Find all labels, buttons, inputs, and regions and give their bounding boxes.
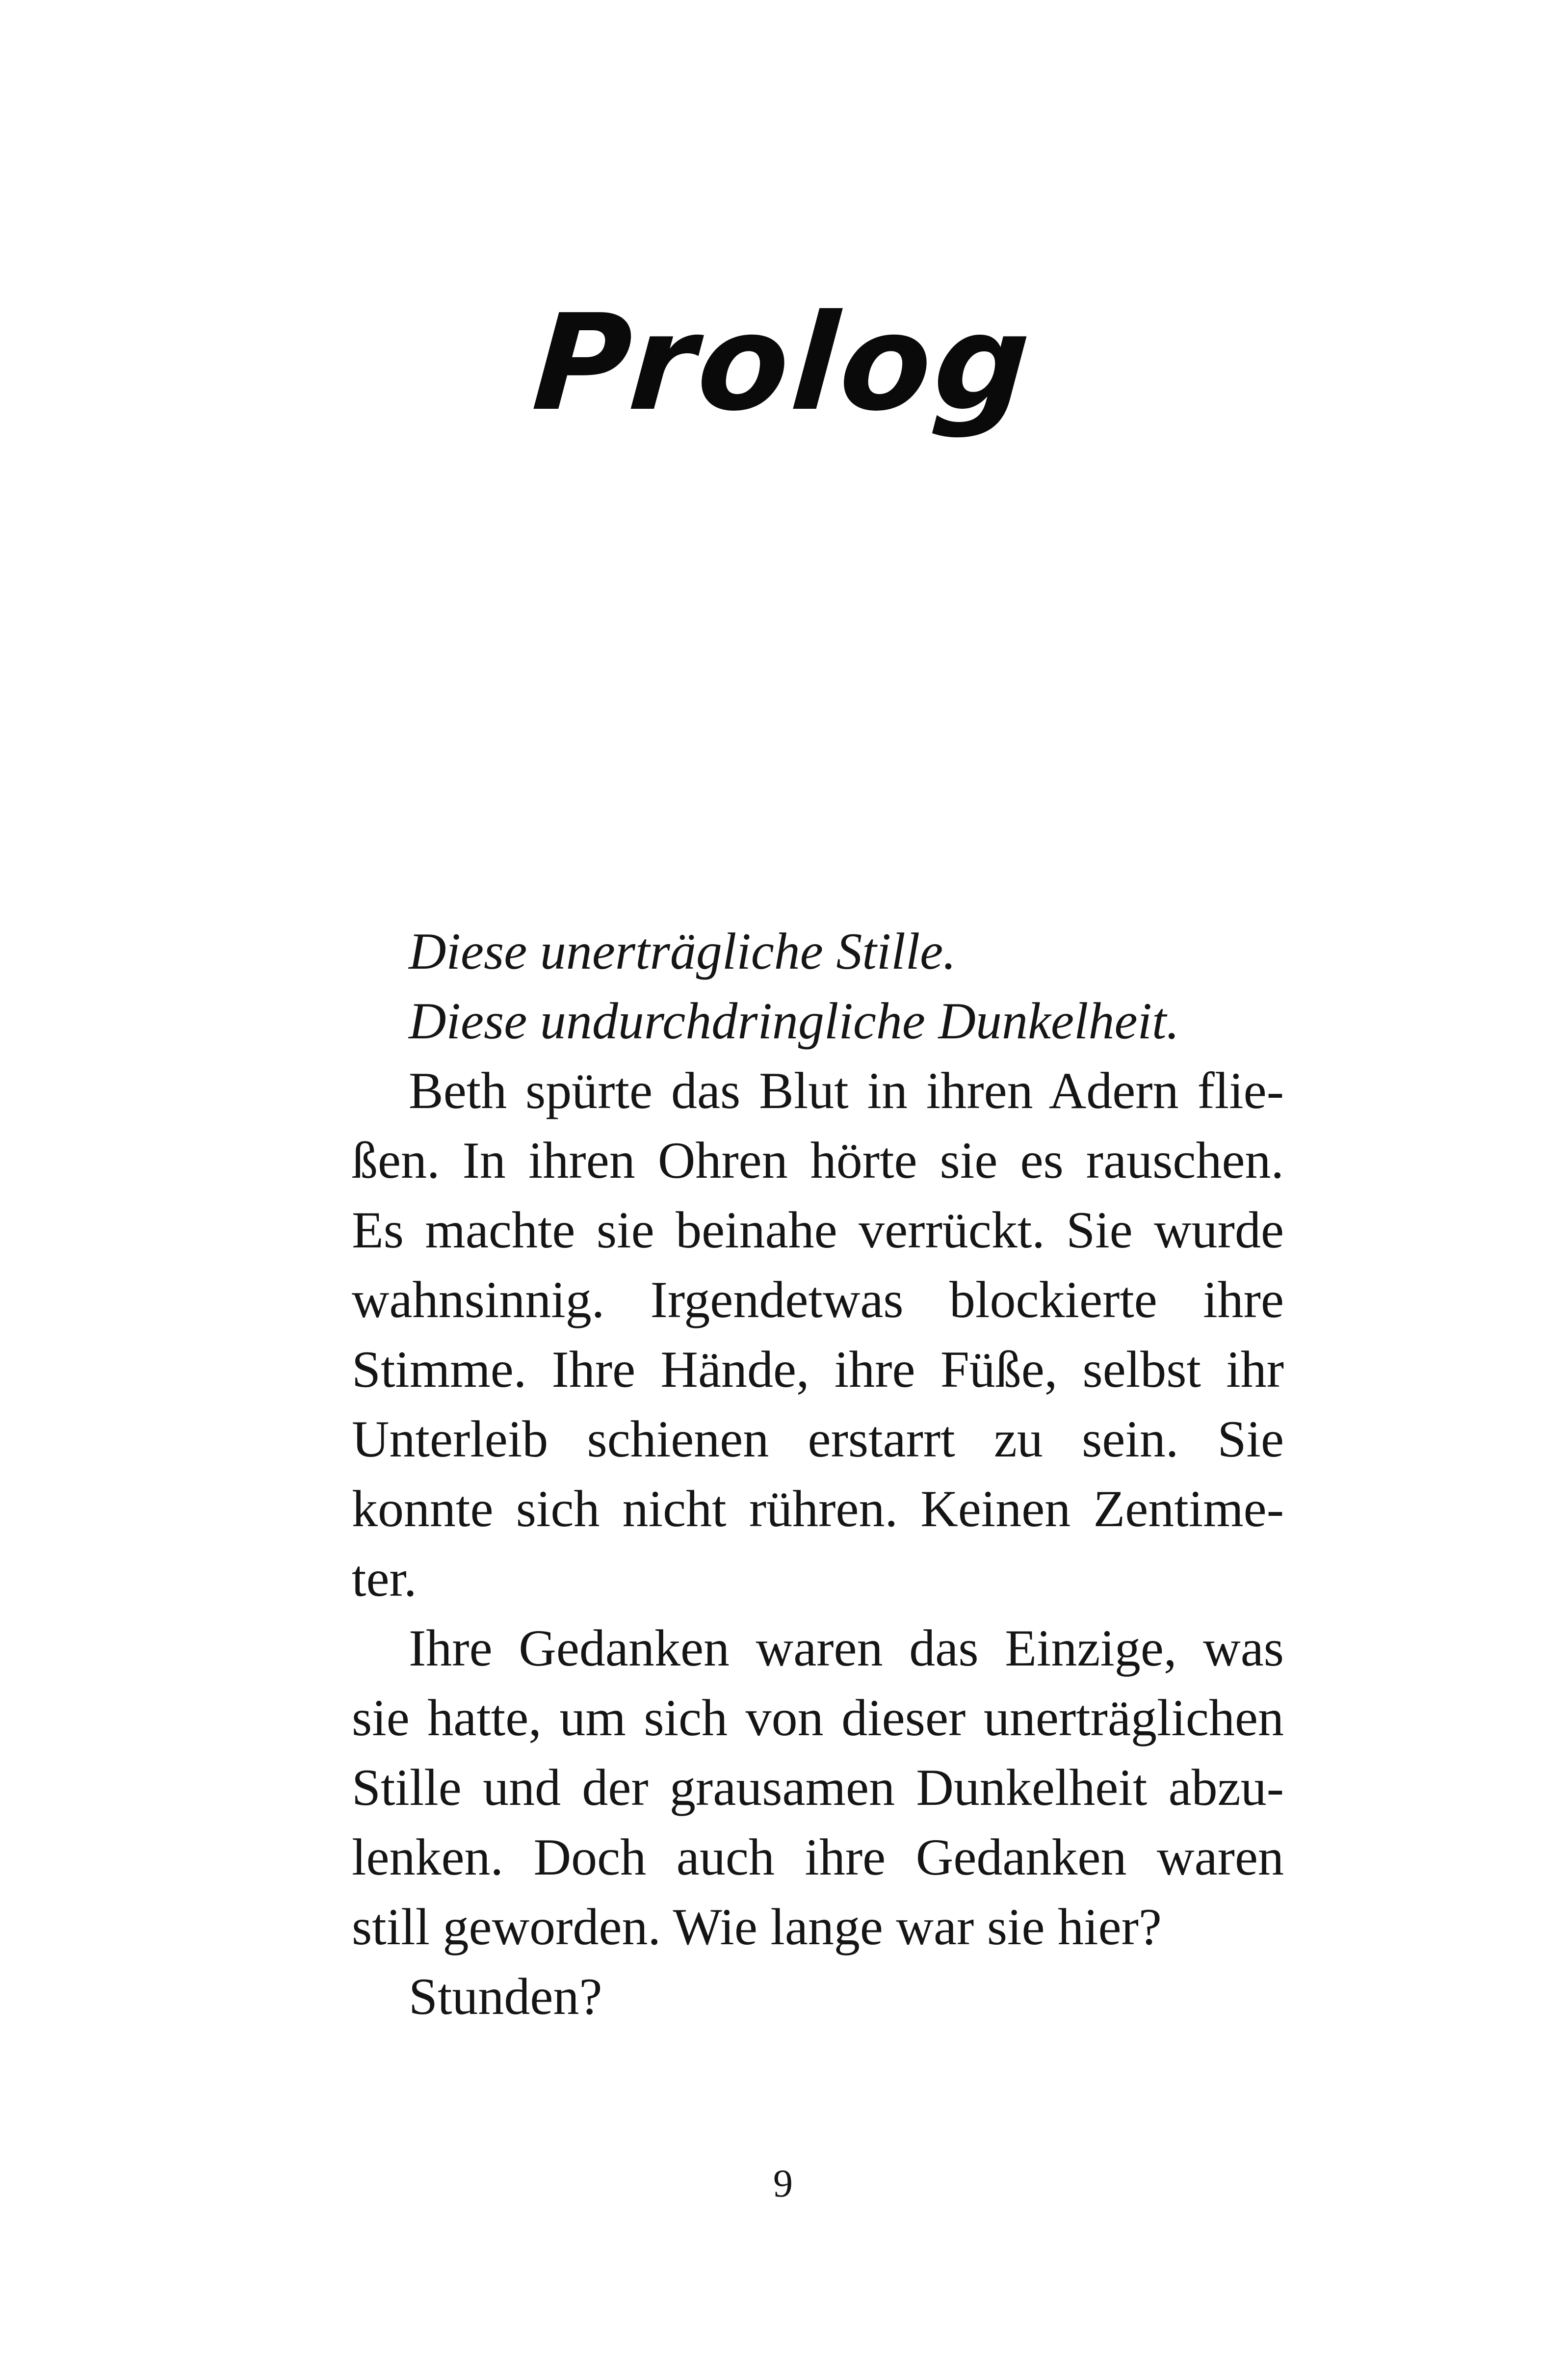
text-line: sie hatte, um sich von dieser unerträglichen [352, 1689, 1284, 1746]
text-line: ter. [352, 1550, 417, 1607]
text-line: Diese undurchdringliche Dunkelheit. [409, 992, 1179, 1050]
text-line: konnte sich nicht rühren. Keinen Zentime- [352, 1480, 1284, 1537]
text-line: lenken. Doch auch ihre Gedanken waren [352, 1828, 1284, 1886]
chapter-title: Prolog [528, 286, 1038, 440]
text-line: wahnsinnig. Irgendetwas blockierte ihre [352, 1271, 1284, 1328]
text-line: Stunden? [409, 1968, 602, 2025]
text-line: ßen. In ihren Ohren hörte sie es rauschen. [352, 1132, 1284, 1189]
text-line: Ihre Gedanken waren das Einzige, was [409, 1619, 1284, 1677]
page-number: 9 [773, 2162, 793, 2205]
text-line: Stimme. Ihre Hände, ihre Füße, selbst ihr [352, 1341, 1284, 1398]
text-line: Es machte sie beinahe verrückt. Sie wurde [352, 1201, 1284, 1259]
text-line: Unterleib schienen erstarrt zu sein. Sie [352, 1410, 1284, 1468]
prologue-text [352, 917, 1284, 2032]
text-line: Stille und der grausamen Dunkelheit abzu- [352, 1759, 1284, 1816]
text-line: Beth spürte das Blut in ihren Adern flie- [409, 1062, 1284, 1119]
text-line: Diese unerträgliche Stille. [409, 923, 956, 980]
text-line: still geworden. Wie lange war sie hier? [352, 1898, 1162, 1956]
